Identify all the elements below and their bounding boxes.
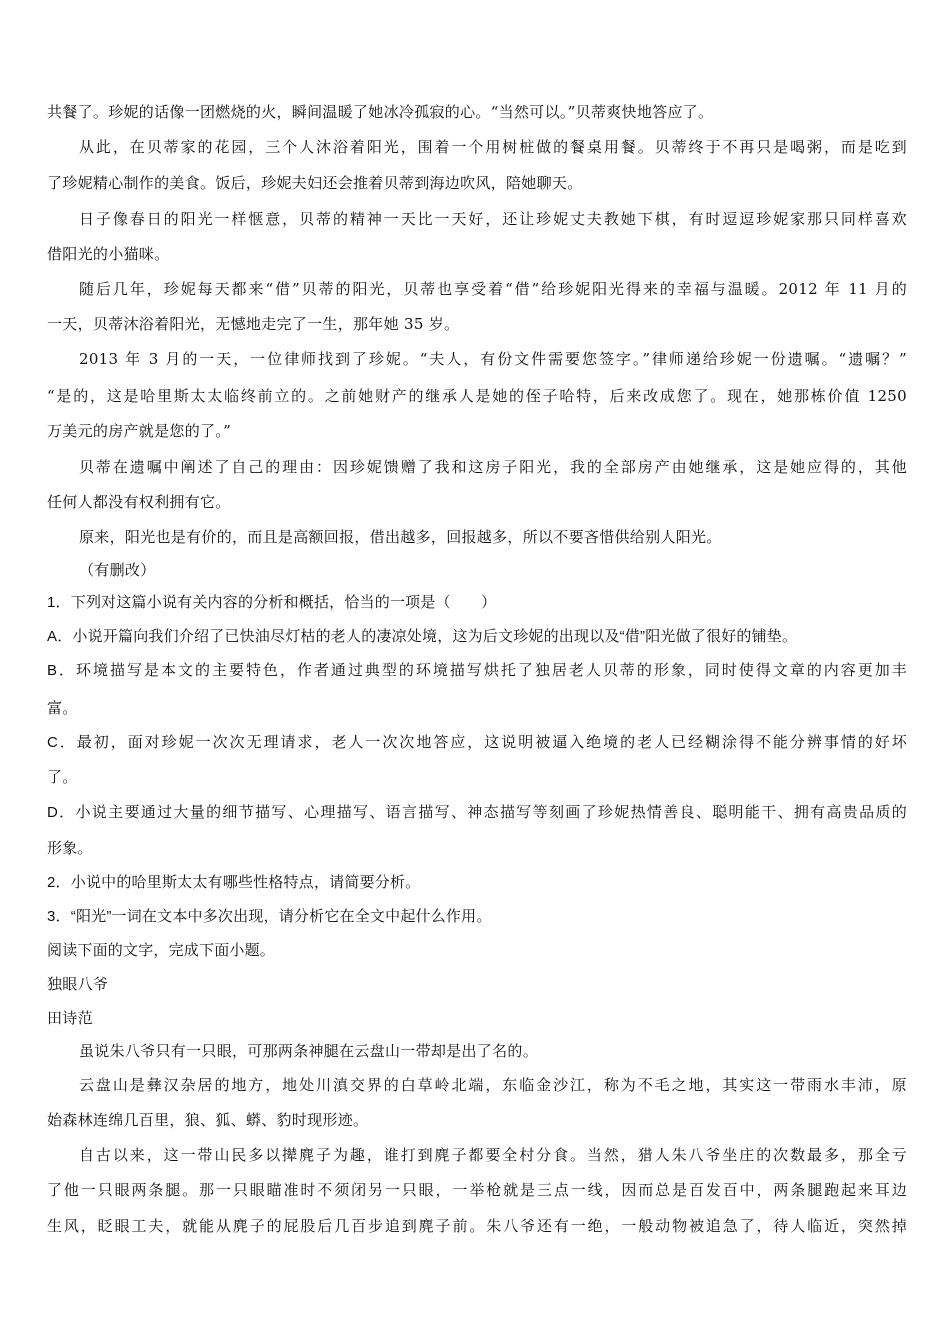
paragraph-line: 云盘山是彝汉杂居的地方，地处川滇交界的白草岭北端，东临金沙江，称为不毛之地，其实这一带雨水丰沛，原	[79, 1076, 907, 1094]
option-a: A．小说开篇向我们介绍了已快油尽灯枯的老人的凄凉处境，这为后文珍妮的出现以及“借”阳光做了很好的铺垫。	[47, 628, 798, 645]
question-2: 2．小说中的哈里斯太太有哪些性格特点，请简要分析。	[47, 874, 421, 891]
paragraph-line: 贝蒂在遗嘱中阐述了自己的理由：因珍妮馈赠了我和这房子阳光，我的全部房产由她继承，这是她应得的，其他	[79, 458, 907, 476]
option-b-cont: 富。	[47, 700, 78, 717]
story-author: 田诗范	[47, 1009, 93, 1027]
story-title: 独眼八爷	[47, 975, 109, 993]
paragraph-line: 共餐了。珍妮的话像一团燃烧的火，瞬间温暖了她冰冷孤寂的心。“当然可以。”贝蒂爽快地答应了。	[47, 103, 714, 121]
question-1: 1．下列对这篇小说有关内容的分析和概括，恰当的一项是（ ）	[47, 594, 497, 611]
paragraph-line: 借阳光的小猫咪。	[47, 245, 170, 263]
paragraph-line: 了珍妮精心制作的美食。饭后，珍妮夫妇还会推着贝蒂到海边吹风，陪她聊天。	[47, 174, 583, 192]
paragraph-line: 日子像春日的阳光一样惬意，贝蒂的精神一天比一天好，还让珍妮丈夫教她下棋，有时逗逗珍妮家那只同样喜欢	[79, 210, 907, 228]
paragraph-line: 始森林连绵几百里，狼、狐、蟒、豹时现形迹。	[47, 1111, 369, 1129]
option-c-cont: 了。	[47, 769, 78, 786]
paragraph-line: 一天，贝蒂沐浴着阳光，无憾地走完了一生，那年她 35 岁。	[47, 315, 460, 333]
question-3: 3．“阳光”一词在文本中多次出现，请分析它在全文中起什么作用。	[47, 908, 492, 925]
option-d: D．小说主要通过大量的细节描写、心理描写、语言描写、神态描写等刻画了珍妮热情善良、聪明能干、拥有高贵品质的	[47, 804, 907, 821]
option-d-cont: 形象。	[47, 840, 93, 857]
paragraph-line: 随后几年，珍妮每天都来“借”贝蒂的阳光，贝蒂也享受着“借”给珍妮阳光得来的幸福与温暖。2012 年 11 月的	[79, 280, 907, 298]
paragraph-line: 了他一只眼两条腿。那一只眼瞄准时不须闭另一只眼，一举枪就是三点一线，因而总是百发百中，两条腿跑起来耳边	[47, 1181, 907, 1199]
reading-instruction: 阅读下面的文字，完成下面小题。	[47, 942, 276, 959]
paragraph-line: 原来，阳光也是有价的，而且是高额回报，借出越多，回报越多，所以不要吝惜供给别人阳光。	[79, 528, 722, 546]
source-note: （有删改）	[79, 561, 156, 579]
paragraph-line: 虽说朱八爷只有一只眼，可那两条神腿在云盘山一带却是出了名的。	[79, 1042, 539, 1060]
paragraph-line: 任何人都没有权利拥有它。	[47, 493, 231, 511]
option-c: C．最初，面对珍妮一次次无理请求，老人一次次地答应，这说明被逼入绝境的老人已经糊涂得不能分辨事情的好坏	[47, 734, 907, 751]
paragraph-line: 从此，在贝蒂家的花园，三个人沐浴着阳光，围着一个用树桩做的餐桌用餐。贝蒂终于不再只是喝粥，而是吃到	[79, 138, 907, 156]
paragraph-line: 万美元的房产就是您的了。”	[47, 422, 232, 440]
option-b: B．环境描写是本文的主要特色，作者通过典型的环境描写烘托了独居老人贝蒂的形象，同时使得文章的内容更加丰	[47, 662, 907, 679]
paragraph-line: 生风，眨眼工夫，就能从麂子的屁股后几百步追到麂子前。朱八爷还有一绝，一般动物被追急了，待人临近，突然掉	[47, 1217, 907, 1235]
paragraph-line: “是的，这是哈里斯太太临终前立的。之前她财产的继承人是她的侄子哈特，后来改成您了。现在，她那栋价值 1250	[47, 387, 907, 405]
paragraph-line: 2013 年 3 月的一天，一位律师找到了珍妮。“夫人，有份文件需要您签字。”律师递给珍妮一份遗嘱。“遗嘱？”	[79, 350, 907, 368]
paragraph-line: 自古以来，这一带山民多以撵麂子为趣，谁打到麂子都要全村分食。当然，猎人朱八爷坐庄的次数最多，那全亏	[79, 1146, 907, 1164]
